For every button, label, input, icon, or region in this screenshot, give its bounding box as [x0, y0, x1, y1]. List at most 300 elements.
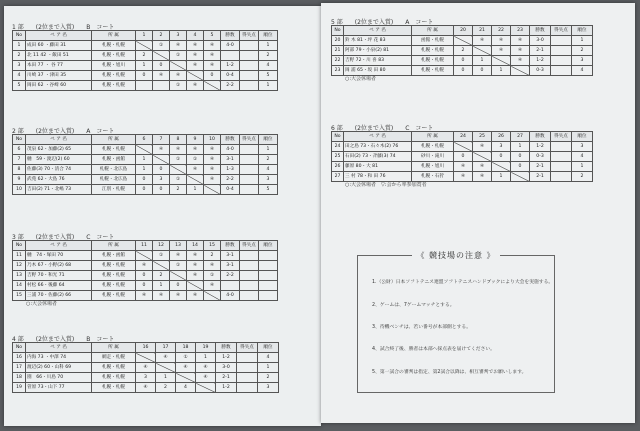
- points: [240, 271, 259, 281]
- rank: 4: [572, 152, 593, 162]
- col-header-rank: 順位: [259, 31, 278, 41]
- table-row: [13, 271, 278, 281]
- col-header-wins: 勝数: [221, 135, 240, 145]
- wins: 1-2: [216, 383, 237, 393]
- score-cell: ④: [187, 81, 204, 91]
- col-header-match: 17: [156, 343, 176, 353]
- col-header-no: No: [332, 26, 344, 36]
- wins: 3-1: [221, 261, 240, 271]
- score-cell: 1: [196, 353, 216, 363]
- score-cell: ④: [204, 51, 221, 61]
- col-header-match: 7: [153, 135, 170, 145]
- diagonal-cell: [153, 155, 170, 165]
- pair-name: 茂泉 62・加藤(2) 65: [26, 145, 92, 155]
- rank: [259, 251, 278, 261]
- results-table: [12, 134, 278, 195]
- pair-name: 樋 74・塚田 70: [26, 251, 92, 261]
- pair-name: 成田 60 ・藤田 31: [26, 41, 92, 51]
- affiliation: 札幌・札幌: [92, 281, 136, 291]
- col-header-wins: 勝数: [216, 343, 237, 353]
- rank: 3: [259, 175, 278, 185]
- row-no: 20: [332, 36, 344, 46]
- col-header-match: 15: [204, 241, 221, 251]
- diagonal-cell: [153, 51, 170, 61]
- points: [240, 261, 259, 271]
- wins: 4-0: [221, 291, 240, 301]
- affiliation: 札幌・札幌: [412, 142, 454, 152]
- col-header-match: 26: [492, 132, 511, 142]
- table-header-row: [13, 343, 279, 353]
- diagonal-cell: [187, 71, 204, 81]
- row-no: 27: [332, 172, 344, 182]
- group-header-limit: (2位まで入賞): [354, 125, 394, 132]
- group-header-court: A コート: [405, 19, 434, 26]
- pair-name: 阿部 79・小泉(2) 81: [344, 46, 412, 56]
- table-row: [332, 162, 593, 172]
- points: [551, 66, 572, 76]
- score-cell: 0: [136, 175, 153, 185]
- group-header-court: C コート: [405, 125, 434, 132]
- col-header-rank: 順位: [259, 135, 278, 145]
- pair-name: 乃木 67・小野(2) 68: [26, 261, 92, 271]
- wins: 2-2: [221, 175, 240, 185]
- table-row: [332, 142, 593, 152]
- rank: 1: [572, 162, 593, 172]
- row-no: 13: [13, 271, 26, 281]
- points: [551, 172, 572, 182]
- diagonal-cell: [204, 185, 221, 195]
- col-header-no: No: [13, 135, 26, 145]
- pair-name: 菅原 73・山下 77: [26, 383, 92, 393]
- table-row: [13, 251, 278, 261]
- col-header-match: 19: [196, 343, 216, 353]
- score-cell: ④: [204, 261, 221, 271]
- score-cell: ④: [204, 145, 221, 155]
- score-cell: 0: [136, 185, 153, 195]
- group-header-limit: (2位まで入賞): [354, 19, 394, 26]
- row-no: 22: [332, 56, 344, 66]
- points: [240, 61, 259, 71]
- score-cell: ④: [187, 61, 204, 71]
- table-row: [332, 46, 593, 56]
- diagonal-cell: [473, 152, 492, 162]
- score-cell: ④: [170, 145, 187, 155]
- pair-name: 鈴 木 81・坪 花 83: [344, 36, 412, 46]
- score-cell: ④: [511, 46, 530, 56]
- pair-name: 武苑 62・大島 76: [26, 175, 92, 185]
- col-header-wins: 勝数: [530, 26, 551, 36]
- pair-name: 北 11 42 ・飯田 51: [26, 51, 92, 61]
- table-row: [13, 145, 278, 155]
- score-cell: ④: [153, 145, 170, 155]
- score-cell: ④: [204, 281, 221, 291]
- points: [240, 175, 259, 185]
- rank: 1: [259, 41, 278, 51]
- score-cell: 0: [153, 185, 170, 195]
- table-row: [332, 36, 593, 46]
- rank: 2: [259, 51, 278, 61]
- wins: 0-4: [221, 71, 240, 81]
- pair-name: 本田 77 ・ 谷 77: [26, 61, 92, 71]
- col-header-rank: 順位: [572, 132, 593, 142]
- group-header-group: 6 部: [331, 125, 343, 132]
- wins: 3-1: [221, 251, 240, 261]
- score-cell: 1: [187, 185, 204, 195]
- affiliation: 札幌・札幌: [92, 383, 136, 393]
- score-cell: ①: [170, 51, 187, 61]
- diagonal-cell: [511, 66, 530, 76]
- results-table: [12, 240, 278, 301]
- points: [240, 41, 259, 51]
- score-cell: ④: [153, 71, 170, 81]
- pair-name: 岡 浦 65・坂 田 80: [344, 66, 412, 76]
- right-page: [321, 3, 635, 423]
- table-header-row: [332, 26, 593, 36]
- pair-name: 田之島 73・石々木(2) 76: [344, 142, 412, 152]
- score-cell: [136, 81, 153, 91]
- score-cell: ④: [473, 36, 492, 46]
- col-header-affil: 所 属: [92, 343, 136, 353]
- points: [240, 145, 259, 155]
- wins: 1-2: [530, 142, 551, 152]
- pair-name: 三 村 78・和 田 76: [344, 172, 412, 182]
- results-table: [12, 342, 279, 393]
- score-cell: ④: [153, 291, 170, 301]
- wins: 1-2: [221, 61, 240, 71]
- diagonal-cell: [187, 281, 204, 291]
- col-header-match: 4: [187, 31, 204, 41]
- col-header-match: 5: [204, 31, 221, 41]
- diagonal-cell: [170, 165, 187, 175]
- col-header-match: 22: [492, 26, 511, 36]
- score-cell: 1: [511, 142, 530, 152]
- pair-name: 石田(2) 73・斉藤(3) 74: [344, 152, 412, 162]
- affiliation: 札幌・旭川: [92, 61, 136, 71]
- score-cell: ④: [511, 36, 530, 46]
- col-header-pair: ペ ア 名: [26, 343, 92, 353]
- wins: 2-1: [530, 172, 551, 182]
- affiliation: 砂川・滝川: [412, 152, 454, 162]
- rank: 4: [258, 353, 279, 363]
- score-cell: ④: [187, 291, 204, 301]
- affiliation: 札幌・札幌: [92, 41, 136, 51]
- score-cell: 3: [136, 373, 156, 383]
- col-header-match: 12: [153, 241, 170, 251]
- table-row: [332, 152, 593, 162]
- results-table: [331, 131, 593, 182]
- score-cell: ④: [492, 36, 511, 46]
- score-cell: ④: [473, 142, 492, 152]
- score-cell: ④: [187, 271, 204, 281]
- rank: 4: [259, 61, 278, 71]
- score-cell: ④: [196, 373, 216, 383]
- col-header-match: 9: [187, 135, 204, 145]
- wins: 4-0: [221, 145, 240, 155]
- table-note: ○:大会休場者: [26, 300, 58, 307]
- points: [240, 185, 259, 195]
- diagonal-cell: [153, 261, 170, 271]
- row-no: 4: [13, 71, 26, 81]
- score-cell: 0: [170, 281, 187, 291]
- score-cell: 0: [454, 66, 473, 76]
- score-cell: 1: [136, 61, 153, 71]
- col-header-wins: 勝数: [221, 241, 240, 251]
- table-row: [332, 172, 593, 182]
- score-cell: ④: [170, 41, 187, 51]
- col-header-match: 21: [473, 26, 492, 36]
- wins: 2-2: [221, 81, 240, 91]
- col-header-affil: 所 属: [92, 241, 136, 251]
- rank: 2: [572, 46, 593, 56]
- affiliation: 札幌・札幌: [92, 363, 136, 373]
- points: [240, 251, 259, 261]
- rank: 2: [259, 155, 278, 165]
- score-cell: 0: [454, 152, 473, 162]
- group-header-court: A コート: [86, 128, 115, 135]
- points: [551, 36, 572, 46]
- score-cell: 0: [511, 162, 530, 172]
- row-no: 12: [13, 261, 26, 271]
- score-cell: 1: [492, 172, 511, 182]
- rank: 1: [258, 363, 279, 373]
- row-no: 23: [332, 66, 344, 76]
- points: [551, 162, 572, 172]
- row-no: 21: [332, 46, 344, 56]
- rank: 3: [572, 56, 593, 66]
- pair-name: 佐藤(3) 70・清合 74: [26, 165, 92, 175]
- group-header-court: B コート: [86, 336, 115, 343]
- col-header-match: 13: [170, 241, 187, 251]
- score-cell: ④: [204, 165, 221, 175]
- score-cell: 1: [473, 56, 492, 66]
- pair-name: 樋 59・渡辺(2) 60: [26, 155, 92, 165]
- wins: 2-1: [530, 162, 551, 172]
- table-header-row: [332, 132, 593, 142]
- rules-title: [358, 250, 554, 261]
- affiliation: 函館・札幌: [412, 36, 454, 46]
- col-header-affil: 所 属: [92, 135, 136, 145]
- wins: 2-1: [530, 46, 551, 56]
- group-header-court: B コート: [86, 24, 115, 31]
- table-row: [13, 383, 279, 393]
- score-cell: 2: [170, 185, 187, 195]
- table-row: [13, 165, 278, 175]
- score-cell: ①: [170, 261, 187, 271]
- col-header-rank: 順位: [258, 343, 279, 353]
- pair-name: 吉野 72・川 喜 83: [344, 56, 412, 66]
- table-row: [13, 261, 278, 271]
- diagonal-cell: [204, 81, 221, 91]
- points: [240, 165, 259, 175]
- score-cell: 0: [511, 152, 530, 162]
- score-cell: ④: [136, 291, 153, 301]
- table-row: [13, 71, 278, 81]
- pair-name: 内海 73 ・中澤 74: [26, 353, 92, 363]
- col-header-no: No: [13, 343, 26, 353]
- score-cell: ④: [454, 162, 473, 172]
- score-cell: ④: [204, 41, 221, 51]
- col-header-rank: 順位: [572, 26, 593, 36]
- points: [240, 71, 259, 81]
- affiliation: 江別・札幌: [92, 185, 136, 195]
- affiliation: 札幌・札幌: [92, 51, 136, 61]
- rank: 2: [572, 172, 593, 182]
- wins: 0-3: [530, 66, 551, 76]
- points: [237, 363, 258, 373]
- col-header-lost: 得失点: [551, 26, 572, 36]
- group-header-limit: (2位まで入賞): [35, 336, 75, 343]
- rule-item: 4、試合終了後、勝者は本部へ採点表を届けてください。: [372, 347, 495, 352]
- wins: [221, 51, 240, 61]
- col-header-match: 10: [204, 135, 221, 145]
- rules-title-text: 《 競技場の注意 》: [412, 251, 499, 260]
- row-no: 25: [332, 152, 344, 162]
- affiliation: 札幌・旭川: [412, 162, 454, 172]
- wins: 1-3: [221, 165, 240, 175]
- table-row: [13, 41, 278, 51]
- score-cell: 2: [153, 271, 170, 281]
- col-header-affil: 所 属: [412, 26, 454, 36]
- row-no: 15: [13, 291, 26, 301]
- col-header-match: 24: [454, 132, 473, 142]
- score-cell: ④: [170, 291, 187, 301]
- rank: [259, 271, 278, 281]
- pair-name: 吉田(2) 71・北嶋 73: [26, 185, 92, 195]
- group-header-limit: (2位まで入賞): [35, 128, 75, 135]
- affiliation: 札幌・北広島: [92, 165, 136, 175]
- col-header-rank: 順位: [259, 241, 278, 251]
- pair-name: 藤原 80・大 81: [344, 162, 412, 172]
- score-cell: 1: [136, 155, 153, 165]
- points: [551, 142, 572, 152]
- row-no: 19: [13, 383, 26, 393]
- affiliation: 札幌・札幌: [92, 81, 136, 91]
- col-header-match: 20: [454, 26, 473, 36]
- col-header-match: 14: [187, 241, 204, 251]
- wins: 1-2: [530, 56, 551, 66]
- score-cell: ④: [170, 71, 187, 81]
- table-row: [13, 373, 279, 383]
- score-cell: ④: [176, 363, 196, 373]
- rank: 1: [259, 81, 278, 91]
- group-header-group: 1 部: [12, 24, 24, 31]
- table-note: ○:大会休場者: [345, 76, 377, 82]
- score-cell: ④: [187, 251, 204, 261]
- score-cell: 0: [204, 71, 221, 81]
- col-header-no: No: [332, 132, 344, 142]
- score-cell: ④: [136, 261, 153, 271]
- diagonal-cell: [187, 175, 204, 185]
- row-no: 5: [13, 81, 26, 91]
- wins: 0-4: [221, 185, 240, 195]
- diagonal-cell: [454, 36, 473, 46]
- score-cell: 0: [454, 56, 473, 66]
- row-no: 10: [13, 185, 26, 195]
- table-row: [13, 51, 278, 61]
- score-cell: ①: [153, 41, 170, 51]
- points: [551, 46, 572, 56]
- row-no: 8: [13, 165, 26, 175]
- wins: [221, 281, 240, 291]
- rule-item: 2、ゲームは、7ゲームマッチとする。: [372, 303, 455, 308]
- points: [237, 353, 258, 363]
- group-header-court: C コート: [86, 234, 115, 241]
- diagonal-cell: [136, 251, 153, 261]
- col-header-affil: 所 属: [92, 31, 136, 41]
- score-cell: 0: [136, 281, 153, 291]
- points: [551, 56, 572, 66]
- affiliation: 札幌・函館: [92, 251, 136, 261]
- row-no: 1: [13, 41, 26, 51]
- score-cell: ①: [204, 271, 221, 281]
- pair-name: 吉野 70・和光 71: [26, 271, 92, 281]
- group-header-group: 3 部: [12, 234, 24, 241]
- row-no: 18: [13, 373, 26, 383]
- col-header-lost: 得失点: [237, 343, 258, 353]
- score-cell: ④: [204, 155, 221, 165]
- rank: [259, 261, 278, 271]
- pair-name: 渡辺(2) 60・山科 69: [26, 363, 92, 373]
- rank: 5: [259, 185, 278, 195]
- diagonal-cell: [196, 383, 216, 393]
- diagonal-cell: [492, 56, 511, 66]
- table-note: ○:大会休場者 ▽:会から率参加賞者: [345, 182, 427, 188]
- diagonal-cell: [136, 353, 156, 363]
- score-cell: 0: [153, 61, 170, 71]
- score-cell: ④: [473, 172, 492, 182]
- affiliation: 札幌・札幌: [92, 291, 136, 301]
- affiliation: 札幌・札幌: [412, 46, 454, 56]
- pair-name: 園 66・川島 70: [26, 373, 92, 383]
- pair-name: 三浦 70・佐藤(2) 66: [26, 291, 92, 301]
- score-cell: 2: [204, 251, 221, 261]
- affiliation: 札幌・石狩: [412, 172, 454, 182]
- row-no: 16: [13, 353, 26, 363]
- table-row: [332, 66, 593, 76]
- score-cell: ①: [153, 251, 170, 261]
- table-header-row: [13, 135, 278, 145]
- row-no: 7: [13, 155, 26, 165]
- rule-item: 3、待機ベンチは、若い番号が本部側とする。: [372, 325, 471, 330]
- wins: 1-2: [216, 353, 237, 363]
- col-header-no: No: [13, 31, 26, 41]
- score-cell: ④: [473, 162, 492, 172]
- table-row: [13, 81, 278, 91]
- score-cell: 2: [156, 383, 176, 393]
- col-header-pair: ペ ア 名: [344, 26, 412, 36]
- diagonal-cell: [136, 41, 153, 51]
- col-header-match: 18: [176, 343, 196, 353]
- score-cell: ④: [136, 363, 156, 373]
- pair-name: 川崎 37 ・津田 35: [26, 71, 92, 81]
- rank: [259, 281, 278, 291]
- score-cell: ④: [196, 363, 216, 373]
- col-header-match: 11: [136, 241, 153, 251]
- col-header-no: No: [13, 241, 26, 251]
- results-table: [331, 25, 593, 76]
- score-cell: 3: [153, 175, 170, 185]
- row-no: 9: [13, 175, 26, 185]
- diagonal-cell: [156, 363, 176, 373]
- wins: 2-2: [221, 271, 240, 281]
- diagonal-cell: [204, 291, 221, 301]
- rank: 3: [572, 142, 593, 152]
- col-header-match: 8: [170, 135, 187, 145]
- col-header-match: 16: [136, 343, 156, 353]
- score-cell: ④: [492, 46, 511, 56]
- col-header-match: 3: [170, 31, 187, 41]
- group-header-group: 2 部: [12, 128, 24, 135]
